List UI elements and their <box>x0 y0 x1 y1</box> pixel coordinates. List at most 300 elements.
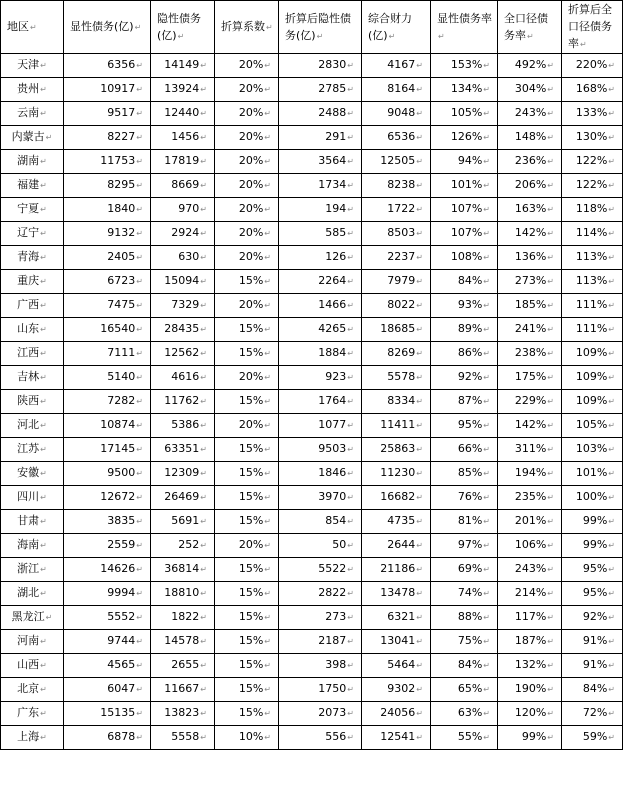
paragraph-mark-icon: ↵ <box>416 613 423 622</box>
cell-region <box>1 150 64 174</box>
table-row <box>1 270 623 294</box>
cell-value: 93% <box>457 298 483 311</box>
cell-value: 12672 <box>100 490 136 503</box>
cell-explicit-debt-ratio <box>431 438 498 462</box>
cell-converted-implicit-debt <box>279 222 362 246</box>
cell-value: 3835 <box>107 514 136 527</box>
paragraph-mark-icon: ↵ <box>347 229 354 238</box>
paragraph-mark-icon: ↵ <box>483 709 490 718</box>
paragraph-mark-icon: ↵ <box>30 23 37 32</box>
paragraph-mark-icon: ↵ <box>136 685 143 694</box>
cell-value: 89% <box>457 322 483 335</box>
paragraph-mark-icon: ↵ <box>347 541 354 550</box>
paragraph-mark-icon: ↵ <box>416 637 423 646</box>
cell-value: 84% <box>457 658 483 671</box>
paragraph-mark-icon: ↵ <box>200 421 207 430</box>
cell-value: 16540 <box>100 322 136 335</box>
paragraph-mark-icon: ↵ <box>347 85 354 94</box>
paragraph-mark-icon: ↵ <box>264 493 271 502</box>
cell-value: 311% <box>514 442 547 455</box>
cell-value: 6723 <box>107 274 136 287</box>
cell-value: 20% <box>238 202 264 215</box>
paragraph-mark-icon: ↵ <box>40 109 47 118</box>
paragraph-mark-icon: ↵ <box>200 733 207 742</box>
cell-value: 12505 <box>380 154 416 167</box>
cell-region <box>1 654 64 678</box>
cell-value: 7475 <box>107 298 136 311</box>
table-row <box>1 510 623 534</box>
cell-value: 92% <box>582 610 608 623</box>
paragraph-mark-icon: ↵ <box>200 613 207 622</box>
cell-converted-total-debt-ratio <box>562 486 623 510</box>
cell-value: 5386 <box>171 418 200 431</box>
cell-converted-total-debt-ratio <box>562 222 623 246</box>
cell-value: 190% <box>514 682 547 695</box>
paragraph-mark-icon: ↵ <box>136 637 143 646</box>
table-row <box>1 558 623 582</box>
table-row <box>1 150 623 174</box>
cell-value: 20% <box>238 154 264 167</box>
cell-fiscal-capacity <box>362 54 431 78</box>
cell-converted-total-debt-ratio <box>562 462 623 486</box>
cell-explicit-debt-ratio <box>431 294 498 318</box>
table-row <box>1 390 623 414</box>
paragraph-mark-icon: ↵ <box>200 301 207 310</box>
cell-implicit-debt <box>151 126 215 150</box>
cell-explicit-debt <box>64 654 151 678</box>
cell-conversion-factor <box>215 582 279 606</box>
paragraph-mark-icon: ↵ <box>347 181 354 190</box>
header-total-debt-ratio <box>498 1 562 54</box>
cell-conversion-factor <box>215 654 279 678</box>
paragraph-mark-icon: ↵ <box>608 181 615 190</box>
cell-explicit-debt-ratio <box>431 654 498 678</box>
cell-converted-total-debt-ratio <box>562 150 623 174</box>
cell-value: 236% <box>514 154 547 167</box>
cell-value: 天津 <box>17 58 40 71</box>
cell-total-debt-ratio <box>498 198 562 222</box>
paragraph-mark-icon: ↵ <box>136 61 143 70</box>
cell-value: 山东 <box>17 322 40 335</box>
cell-converted-implicit-debt <box>279 150 362 174</box>
paragraph-mark-icon: ↵ <box>547 661 554 670</box>
cell-conversion-factor <box>215 462 279 486</box>
cell-value: 76% <box>457 490 483 503</box>
cell-converted-total-debt-ratio <box>562 198 623 222</box>
cell-explicit-debt-ratio <box>431 534 498 558</box>
cell-value: 8269 <box>387 346 416 359</box>
cell-value: 12309 <box>164 466 200 479</box>
table-row <box>1 366 623 390</box>
paragraph-mark-icon: ↵ <box>264 85 271 94</box>
cell-fiscal-capacity <box>362 438 431 462</box>
cell-converted-total-debt-ratio <box>562 630 623 654</box>
paragraph-mark-icon: ↵ <box>416 229 423 238</box>
cell-explicit-debt <box>64 558 151 582</box>
table-row <box>1 486 623 510</box>
cell-converted-total-debt-ratio <box>562 174 623 198</box>
cell-value: 99% <box>582 538 608 551</box>
paragraph-mark-icon: ↵ <box>608 493 615 502</box>
paragraph-mark-icon: ↵ <box>347 613 354 622</box>
cell-converted-total-debt-ratio <box>562 102 623 126</box>
cell-value: 118% <box>575 202 608 215</box>
cell-value: 122% <box>575 178 608 191</box>
cell-value: 5464 <box>387 658 416 671</box>
cell-value: 2488 <box>318 106 347 119</box>
paragraph-mark-icon: ↵ <box>608 301 615 310</box>
cell-implicit-debt <box>151 726 215 750</box>
cell-value: 8503 <box>387 226 416 239</box>
cell-fiscal-capacity <box>362 678 431 702</box>
cell-converted-total-debt-ratio <box>562 582 623 606</box>
paragraph-mark-icon: ↵ <box>416 661 423 670</box>
cell-value: 235% <box>514 490 547 503</box>
paragraph-mark-icon: ↵ <box>40 61 47 70</box>
cell-total-debt-ratio <box>498 150 562 174</box>
cell-value: 9517 <box>107 106 136 119</box>
paragraph-mark-icon: ↵ <box>608 733 615 742</box>
cell-value: 2187 <box>318 634 347 647</box>
paragraph-mark-icon: ↵ <box>347 205 354 214</box>
paragraph-mark-icon: ↵ <box>547 277 554 286</box>
cell-total-debt-ratio <box>498 222 562 246</box>
paragraph-mark-icon: ↵ <box>347 589 354 598</box>
cell-implicit-debt <box>151 102 215 126</box>
cell-converted-implicit-debt <box>279 678 362 702</box>
cell-total-debt-ratio <box>498 366 562 390</box>
paragraph-mark-icon: ↵ <box>40 85 47 94</box>
cell-region <box>1 174 64 198</box>
cell-value: 9994 <box>107 586 136 599</box>
cell-value: 8295 <box>107 178 136 191</box>
cell-converted-total-debt-ratio <box>562 510 623 534</box>
paragraph-mark-icon: ↵ <box>608 469 615 478</box>
cell-implicit-debt <box>151 702 215 726</box>
paragraph-mark-icon: ↵ <box>483 493 490 502</box>
cell-value: 103% <box>575 442 608 455</box>
cell-implicit-debt <box>151 462 215 486</box>
cell-fiscal-capacity <box>362 342 431 366</box>
table-row <box>1 102 623 126</box>
paragraph-mark-icon: ↵ <box>608 565 615 574</box>
cell-explicit-debt-ratio <box>431 342 498 366</box>
paragraph-mark-icon: ↵ <box>347 733 354 742</box>
cell-value: 8238 <box>387 178 416 191</box>
cell-value: 海南 <box>17 538 40 551</box>
cell-value: 15% <box>238 274 264 287</box>
cell-converted-implicit-debt <box>279 198 362 222</box>
cell-conversion-factor <box>215 150 279 174</box>
paragraph-mark-icon: ↵ <box>347 685 354 694</box>
paragraph-mark-icon: ↵ <box>136 421 143 430</box>
cell-value: 15% <box>238 658 264 671</box>
cell-explicit-debt-ratio <box>431 486 498 510</box>
cell-converted-implicit-debt <box>279 318 362 342</box>
cell-converted-implicit-debt <box>279 78 362 102</box>
paragraph-mark-icon: ↵ <box>40 541 47 550</box>
paragraph-mark-icon: ↵ <box>547 397 554 406</box>
cell-explicit-debt <box>64 222 151 246</box>
paragraph-mark-icon: ↵ <box>483 421 490 430</box>
paragraph-mark-icon: ↵ <box>40 181 47 190</box>
cell-implicit-debt <box>151 486 215 510</box>
cell-value: 111% <box>575 298 608 311</box>
cell-total-debt-ratio <box>498 78 562 102</box>
paragraph-mark-icon: ↵ <box>547 229 554 238</box>
paragraph-mark-icon: ↵ <box>264 469 271 478</box>
cell-converted-implicit-debt <box>279 246 362 270</box>
cell-value: 安徽 <box>17 466 40 479</box>
cell-explicit-debt <box>64 606 151 630</box>
cell-value: 21186 <box>380 562 416 575</box>
cell-value: 2830 <box>318 58 347 71</box>
cell-value: 1734 <box>318 178 347 191</box>
cell-explicit-debt <box>64 510 151 534</box>
cell-converted-total-debt-ratio <box>562 54 623 78</box>
paragraph-mark-icon: ↵ <box>40 517 47 526</box>
cell-converted-total-debt-ratio <box>562 270 623 294</box>
cell-implicit-debt <box>151 534 215 558</box>
cell-total-debt-ratio <box>498 606 562 630</box>
table-row <box>1 534 623 558</box>
paragraph-mark-icon: ↵ <box>200 253 207 262</box>
cell-value: 15% <box>238 442 264 455</box>
paragraph-mark-icon: ↵ <box>266 23 273 32</box>
cell-value: 13924 <box>164 82 200 95</box>
paragraph-mark-icon: ↵ <box>136 157 143 166</box>
cell-implicit-debt <box>151 78 215 102</box>
cell-value: 2559 <box>107 538 136 551</box>
cell-value: 134% <box>450 82 483 95</box>
cell-value: 63351 <box>164 442 200 455</box>
paragraph-mark-icon: ↵ <box>40 157 47 166</box>
cell-conversion-factor <box>215 222 279 246</box>
paragraph-mark-icon: ↵ <box>264 157 271 166</box>
paragraph-mark-icon: ↵ <box>347 109 354 118</box>
paragraph-mark-icon: ↵ <box>136 349 143 358</box>
paragraph-mark-icon: ↵ <box>483 205 490 214</box>
paragraph-mark-icon: ↵ <box>547 709 554 718</box>
cell-value: 101% <box>575 466 608 479</box>
cell-value: 163% <box>514 202 547 215</box>
cell-fiscal-capacity <box>362 630 431 654</box>
cell-implicit-debt <box>151 270 215 294</box>
cell-value: 26469 <box>164 490 200 503</box>
paragraph-mark-icon: ↵ <box>347 277 354 286</box>
cell-region <box>1 54 64 78</box>
cell-value: 20% <box>238 250 264 263</box>
cell-value: 8669 <box>171 178 200 191</box>
cell-value: 11411 <box>380 418 416 431</box>
paragraph-mark-icon: ↵ <box>136 709 143 718</box>
cell-value: 117% <box>514 610 547 623</box>
paragraph-mark-icon: ↵ <box>608 253 615 262</box>
paragraph-mark-icon: ↵ <box>547 613 554 622</box>
cell-converted-total-debt-ratio <box>562 78 623 102</box>
cell-explicit-debt <box>64 414 151 438</box>
paragraph-mark-icon: ↵ <box>136 397 143 406</box>
paragraph-mark-icon: ↵ <box>483 541 490 550</box>
cell-value: 4735 <box>387 514 416 527</box>
paragraph-mark-icon: ↵ <box>136 661 143 670</box>
cell-value: 16682 <box>380 490 416 503</box>
cell-converted-implicit-debt <box>279 558 362 582</box>
cell-region <box>1 486 64 510</box>
cell-value: 15135 <box>100 706 136 719</box>
paragraph-mark-icon: ↵ <box>483 397 490 406</box>
cell-explicit-debt <box>64 438 151 462</box>
paragraph-mark-icon: ↵ <box>136 469 143 478</box>
cell-value: 山西 <box>17 658 40 671</box>
cell-region <box>1 366 64 390</box>
paragraph-mark-icon: ↵ <box>200 493 207 502</box>
cell-conversion-factor <box>215 414 279 438</box>
paragraph-mark-icon: ↵ <box>40 421 47 430</box>
cell-implicit-debt <box>151 678 215 702</box>
cell-value: 1884 <box>318 346 347 359</box>
cell-value: 青海 <box>17 250 40 263</box>
paragraph-mark-icon: ↵ <box>347 253 354 262</box>
cell-region <box>1 606 64 630</box>
cell-value: 4167 <box>387 58 416 71</box>
paragraph-mark-icon: ↵ <box>608 661 615 670</box>
cell-value: 113% <box>575 274 608 287</box>
cell-value: 126 <box>325 250 347 263</box>
paragraph-mark-icon: ↵ <box>40 445 47 454</box>
cell-converted-total-debt-ratio <box>562 414 623 438</box>
cell-explicit-debt <box>64 294 151 318</box>
cell-value: 15% <box>238 466 264 479</box>
cell-value: 15% <box>238 322 264 335</box>
cell-value: 广东 <box>17 706 40 719</box>
cell-value: 20% <box>238 370 264 383</box>
cell-value: 220% <box>575 58 608 71</box>
cell-total-debt-ratio <box>498 510 562 534</box>
paragraph-mark-icon: ↵ <box>40 661 47 670</box>
cell-value: 130% <box>575 130 608 143</box>
cell-value: 970 <box>178 202 200 215</box>
cell-value: 10917 <box>100 82 136 95</box>
paragraph-mark-icon: ↵ <box>264 445 271 454</box>
cell-fiscal-capacity <box>362 366 431 390</box>
paragraph-mark-icon: ↵ <box>416 517 423 526</box>
cell-value: 重庆 <box>17 274 40 287</box>
paragraph-mark-icon: ↵ <box>264 301 271 310</box>
paragraph-mark-icon: ↵ <box>316 31 324 41</box>
cell-conversion-factor <box>215 438 279 462</box>
header-row <box>1 1 623 54</box>
cell-converted-total-debt-ratio <box>562 534 623 558</box>
cell-value: 854 <box>325 514 347 527</box>
cell-value: 133% <box>575 106 608 119</box>
cell-converted-implicit-debt <box>279 174 362 198</box>
paragraph-mark-icon: ↵ <box>416 109 423 118</box>
cell-value: 宁夏 <box>17 202 40 215</box>
paragraph-mark-icon: ↵ <box>483 157 490 166</box>
paragraph-mark-icon: ↵ <box>608 373 615 382</box>
cell-value: 148% <box>514 130 547 143</box>
cell-value: 2073 <box>318 706 347 719</box>
paragraph-mark-icon: ↵ <box>347 517 354 526</box>
paragraph-mark-icon: ↵ <box>264 61 271 70</box>
cell-value: 15094 <box>164 274 200 287</box>
paragraph-mark-icon: ↵ <box>136 85 143 94</box>
paragraph-mark-icon: ↵ <box>136 277 143 286</box>
paragraph-mark-icon: ↵ <box>608 541 615 550</box>
paragraph-mark-icon: ↵ <box>40 565 47 574</box>
cell-value: 91% <box>582 634 608 647</box>
paragraph-mark-icon: ↵ <box>483 685 490 694</box>
table-row <box>1 702 623 726</box>
paragraph-mark-icon: ↵ <box>416 445 423 454</box>
cell-value: 81% <box>457 514 483 527</box>
cell-converted-implicit-debt <box>279 606 362 630</box>
paragraph-mark-icon: ↵ <box>40 205 47 214</box>
paragraph-mark-icon: ↵ <box>264 661 271 670</box>
paragraph-mark-icon: ↵ <box>40 469 47 478</box>
cell-implicit-debt <box>151 606 215 630</box>
cell-value: 100% <box>575 490 608 503</box>
cell-value: 4265 <box>318 322 347 335</box>
cell-region <box>1 126 64 150</box>
paragraph-mark-icon: ↵ <box>416 493 423 502</box>
cell-explicit-debt <box>64 174 151 198</box>
cell-value: 105% <box>575 418 608 431</box>
paragraph-mark-icon: ↵ <box>416 277 423 286</box>
cell-total-debt-ratio <box>498 462 562 486</box>
header-label: 折算后全口径债务率 <box>568 3 612 50</box>
paragraph-mark-icon: ↵ <box>547 301 554 310</box>
paragraph-mark-icon: ↵ <box>200 517 207 526</box>
cell-total-debt-ratio <box>498 534 562 558</box>
cell-value: 9744 <box>107 634 136 647</box>
cell-value: 9132 <box>107 226 136 239</box>
cell-explicit-debt <box>64 366 151 390</box>
cell-value: 黑龙江 <box>11 610 45 623</box>
cell-value: 8022 <box>387 298 416 311</box>
paragraph-mark-icon: ↵ <box>416 349 423 358</box>
cell-value: 12440 <box>164 106 200 119</box>
cell-explicit-debt-ratio <box>431 726 498 750</box>
cell-conversion-factor <box>215 486 279 510</box>
cell-total-debt-ratio <box>498 726 562 750</box>
cell-conversion-factor <box>215 102 279 126</box>
header-label: 综合财力(亿) <box>368 11 412 42</box>
cell-value: 5578 <box>387 370 416 383</box>
cell-value: 14578 <box>164 634 200 647</box>
table-row <box>1 726 623 750</box>
cell-region <box>1 534 64 558</box>
paragraph-mark-icon: ↵ <box>40 277 47 286</box>
cell-value: 4616 <box>171 370 200 383</box>
paragraph-mark-icon: ↵ <box>136 325 143 334</box>
cell-region <box>1 678 64 702</box>
cell-conversion-factor <box>215 630 279 654</box>
cell-value: 1846 <box>318 466 347 479</box>
paragraph-mark-icon: ↵ <box>483 325 490 334</box>
cell-fiscal-capacity <box>362 558 431 582</box>
cell-explicit-debt <box>64 390 151 414</box>
cell-value: 甘肃 <box>17 514 40 527</box>
paragraph-mark-icon: ↵ <box>136 373 143 382</box>
paragraph-mark-icon: ↵ <box>580 40 587 49</box>
header-label: 全口径债务率 <box>504 11 548 42</box>
paragraph-mark-icon: ↵ <box>483 637 490 646</box>
cell-value: 20% <box>238 178 264 191</box>
cell-explicit-debt-ratio <box>431 582 498 606</box>
cell-value: 107% <box>450 226 483 239</box>
